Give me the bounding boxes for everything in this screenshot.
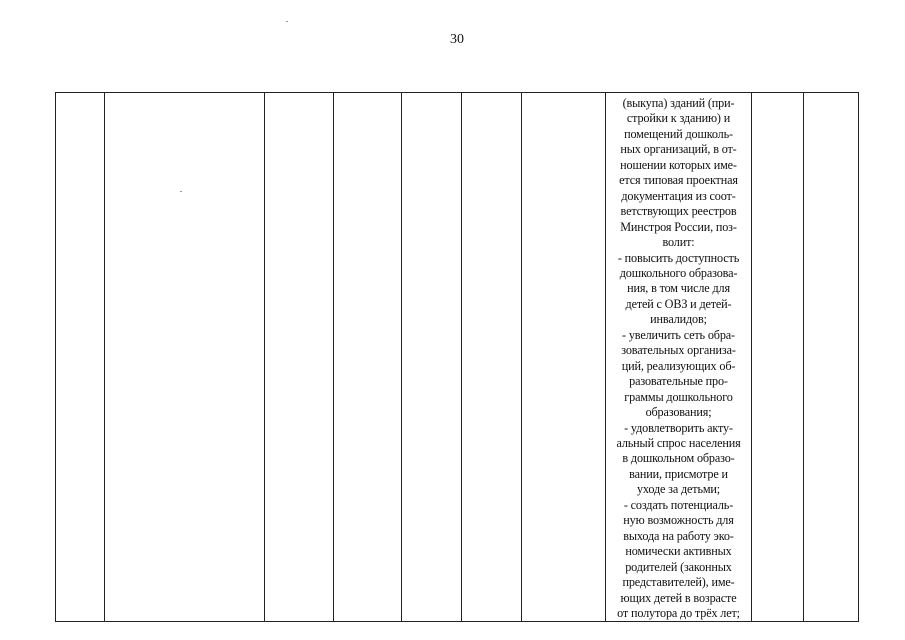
description-line: помещений дошколь-: [624, 126, 733, 141]
description-line: ется типовая проектная: [619, 173, 738, 188]
description-line: - увеличить сеть обра-: [622, 327, 735, 342]
description-line: родителей (законных: [625, 559, 732, 574]
description-line: (выкупа) зданий (при-: [622, 96, 735, 110]
page-number: 30: [450, 32, 464, 47]
table-cell-empty: [265, 93, 334, 622]
description-line: представителей), име-: [622, 575, 735, 590]
table-cell-empty: [105, 93, 265, 622]
description-line: Минстроя России, поз-: [620, 219, 737, 234]
table-cell-empty: [752, 93, 804, 622]
description-line: - повысить доступность: [617, 250, 740, 265]
description-line: ющих детей в возрасте: [620, 590, 737, 605]
description-line: в дошкольном образо-: [622, 451, 735, 466]
description-line: документация из соот-: [621, 188, 736, 203]
scan-speck: [286, 21, 288, 22]
description-line: волит:: [662, 235, 695, 250]
table-cell-empty: [804, 93, 859, 622]
description-line: разовательные про-: [629, 374, 728, 389]
description-line: вании, присмотре и: [629, 466, 728, 481]
table-row: [56, 93, 859, 622]
description-line: ных организаций, в от-: [620, 142, 737, 157]
table-cell-empty: [334, 93, 402, 622]
table-cell-empty: [522, 93, 606, 622]
table-cell-empty: [402, 93, 462, 622]
continuation-table: [55, 92, 859, 622]
description-line: уходе за детьми;: [636, 482, 721, 497]
description-line: ций, реализующих об-: [621, 358, 736, 373]
description-line: зовательных организа-: [621, 343, 736, 358]
description-line: ную возможность для: [623, 513, 734, 528]
description-line: ветствующих реестров: [620, 204, 737, 219]
description-line: выхода на работу эко-: [623, 528, 734, 543]
description-line: образования;: [645, 405, 712, 420]
description-text: [606, 93, 751, 621]
description-line: ношении которых име-: [620, 157, 737, 172]
table-cell-description: [606, 93, 752, 622]
description-line: дошкольного образова-: [619, 265, 738, 280]
description-line: стройки к зданию) и: [626, 111, 731, 126]
description-line: детей с ОВЗ и детей-: [625, 296, 732, 311]
description-line: от полутора до трёх лет;: [617, 605, 740, 620]
description-line: - создать потенциаль-: [623, 497, 734, 512]
table-cell-empty: [56, 93, 105, 622]
description-line: номически активных: [625, 544, 732, 559]
description-line: альный спрос населения: [616, 435, 741, 450]
description-line: граммы дошкольного: [624, 389, 733, 404]
scan-speck: [180, 191, 182, 192]
description-line: - удовлетворить акту-: [624, 420, 733, 435]
description-line: ния, в том числе для: [627, 281, 730, 296]
description-line: инвалидов;: [650, 312, 707, 327]
table-cell-empty: [462, 93, 522, 622]
